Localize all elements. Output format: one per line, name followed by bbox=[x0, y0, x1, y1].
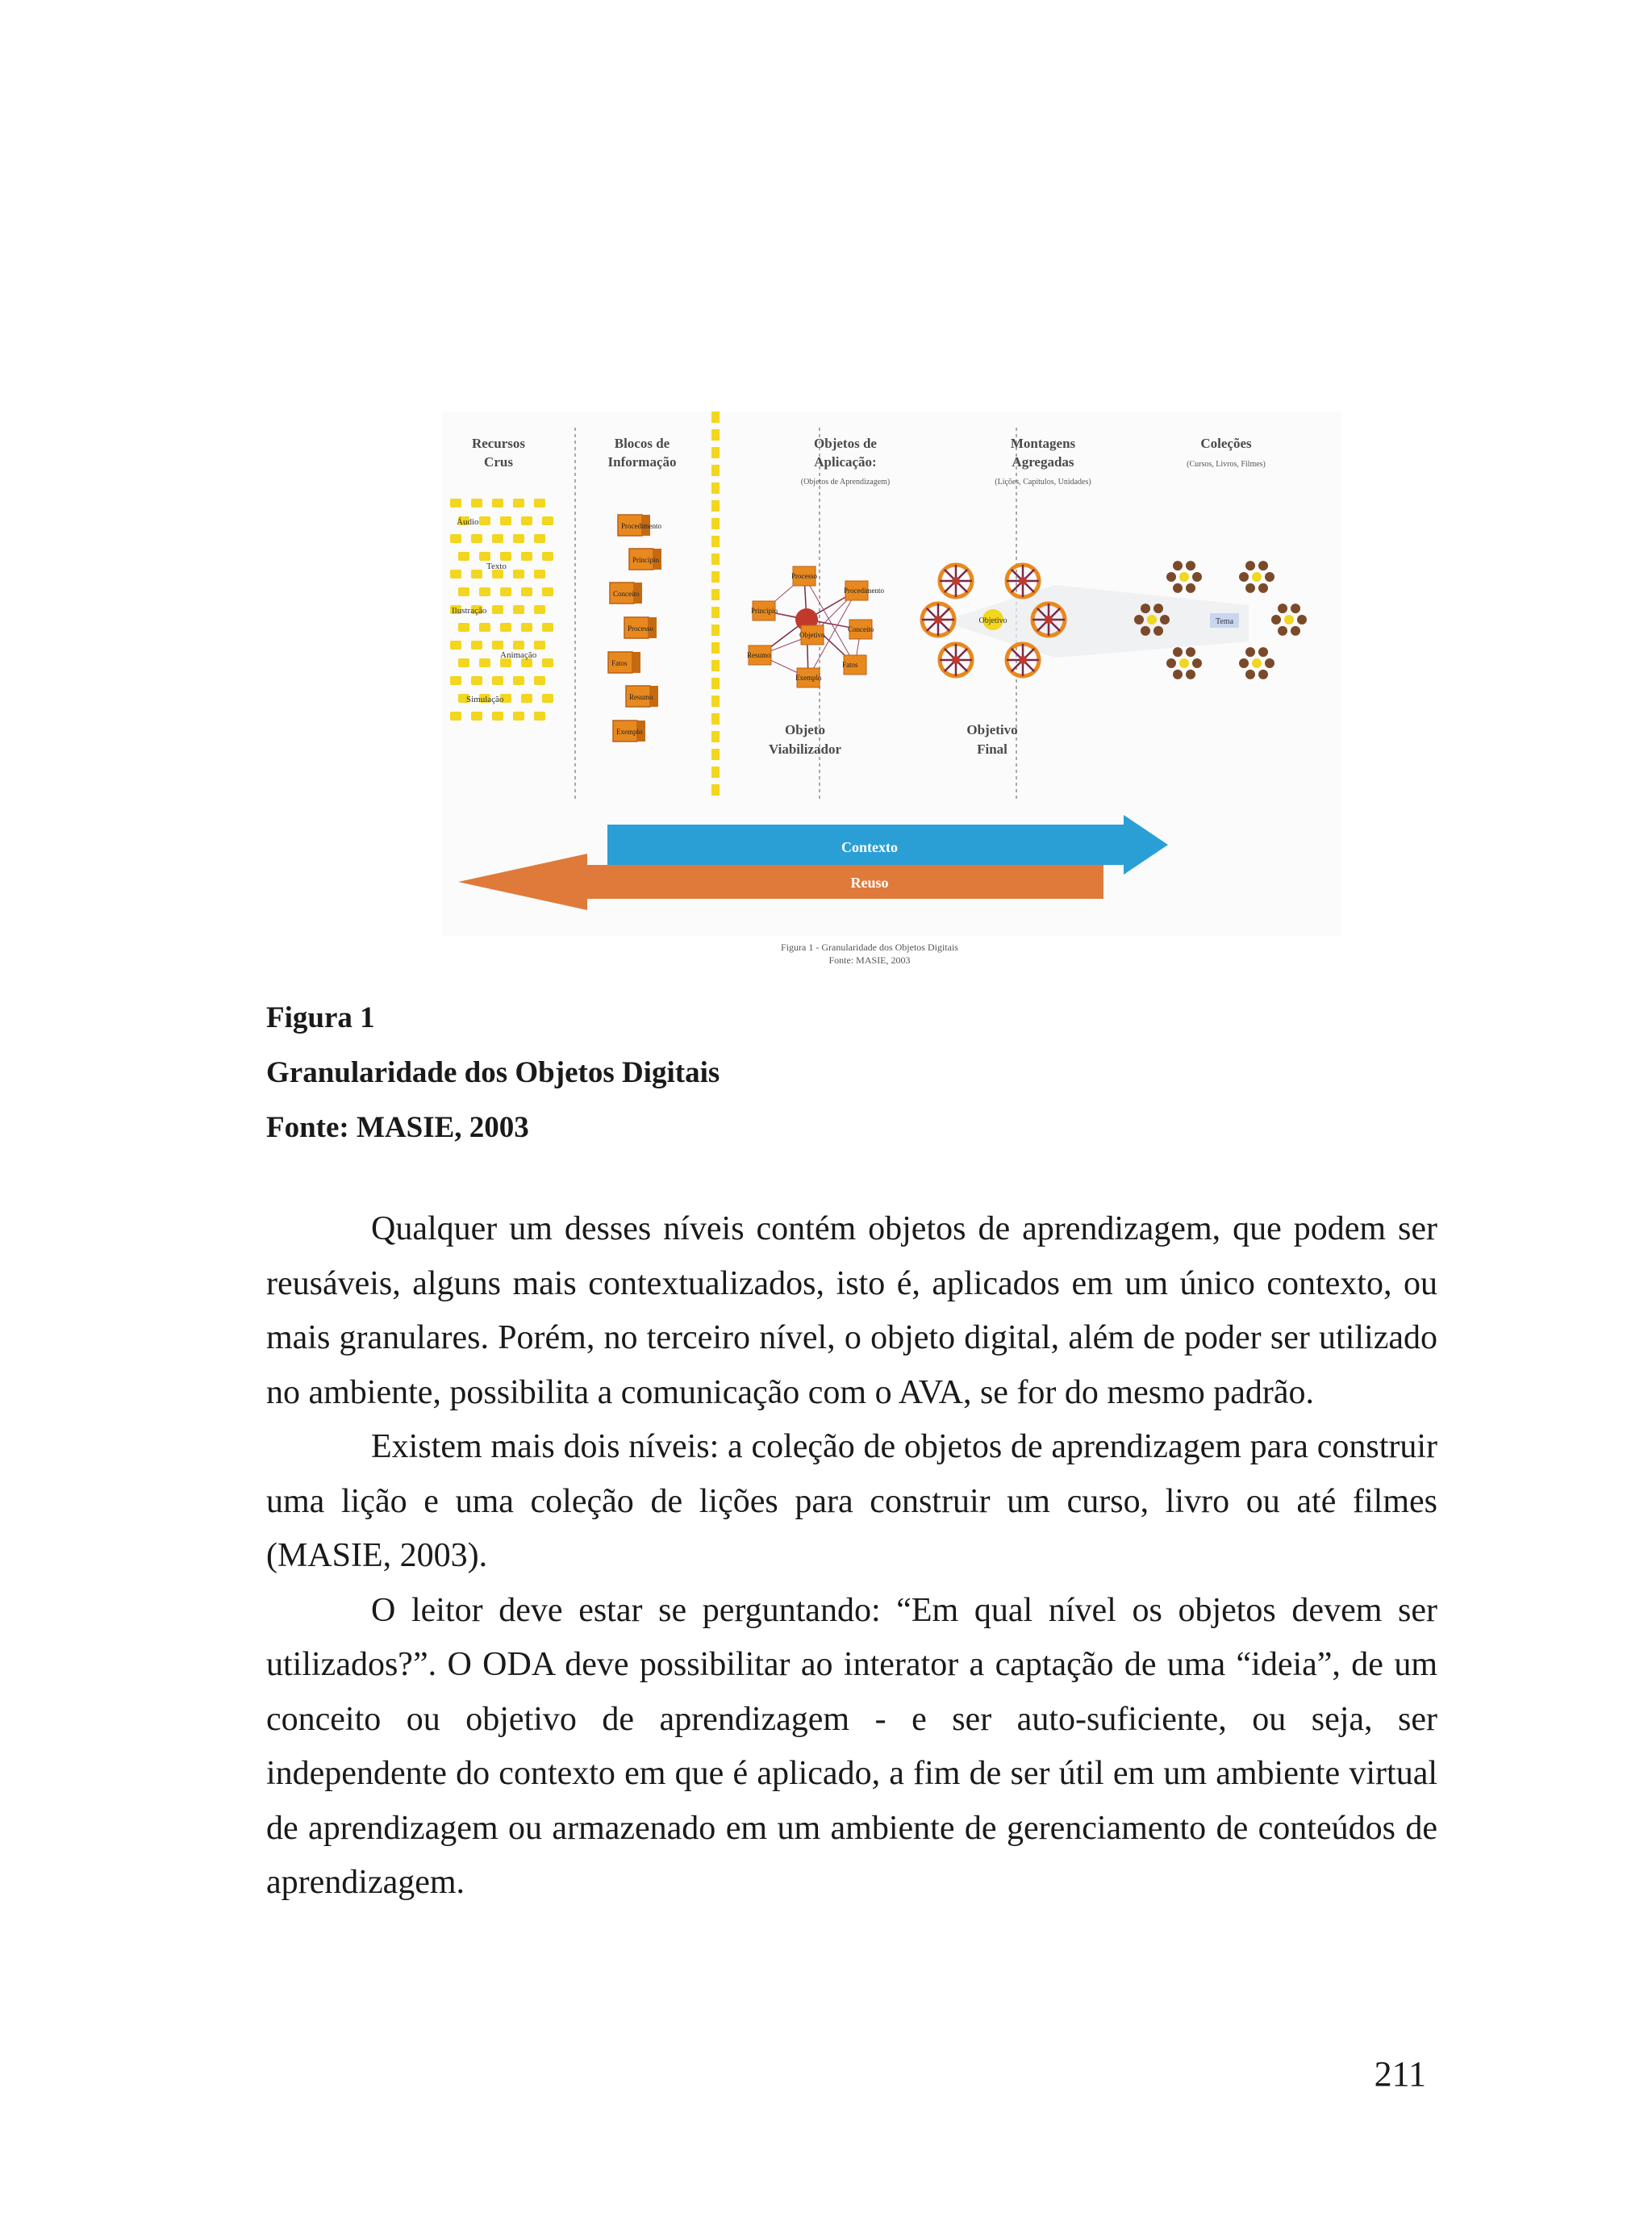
collection-center-dot bbox=[1284, 615, 1294, 624]
wheel-hub bbox=[952, 577, 960, 585]
paragraph: Qualquer um desses níveis contém objetos de aprendizagem, que podem ser reusáveis, alguns mais contextualizados, isto é, aplicados em um único contexto, ou mais granulares. Porém, no terceiro nível, o objeto digital, além de poder ser utilizado no ambiente, possibilita a comunicação com o AVA, se for do mesmo padrão. bbox=[266, 1210, 1437, 1411]
resource-dot bbox=[521, 694, 532, 703]
collection-dot bbox=[1291, 626, 1300, 636]
collection-dot bbox=[1186, 561, 1195, 570]
resource-dot bbox=[542, 623, 553, 632]
collection-dot bbox=[1271, 615, 1281, 624]
resource-dot bbox=[479, 587, 490, 596]
network-node bbox=[799, 625, 825, 645]
info-block-label: Fatos bbox=[611, 659, 628, 667]
resource-dot bbox=[450, 570, 461, 579]
divider-dash bbox=[711, 607, 720, 618]
divider-dash bbox=[711, 589, 720, 600]
svg-text:Montagens: Montagens bbox=[1010, 436, 1076, 451]
info-block-label: Processo bbox=[628, 624, 653, 633]
assembly-wheel bbox=[940, 644, 972, 676]
collection-dot bbox=[1153, 626, 1163, 636]
collection-dot bbox=[1186, 670, 1195, 679]
body-text bbox=[266, 1202, 1437, 1911]
svg-text:Aplicação:: Aplicação: bbox=[814, 454, 877, 470]
column-header-app-objects bbox=[801, 436, 891, 487]
resource-dot bbox=[492, 676, 503, 685]
context-arrow-label: Contexto bbox=[841, 839, 898, 855]
figure-caption bbox=[266, 991, 1395, 1155]
collection-dot bbox=[1134, 615, 1144, 624]
collection-dot bbox=[1141, 626, 1150, 636]
divider-dash bbox=[711, 767, 720, 778]
divider-dash bbox=[711, 482, 720, 494]
resource-dot bbox=[492, 641, 503, 650]
assembly-label-line2: Final bbox=[977, 741, 1007, 757]
wheel-hub bbox=[1019, 656, 1027, 664]
svg-text:Agregadas: Agregadas bbox=[1012, 454, 1074, 470]
resource-dot bbox=[542, 552, 553, 561]
resource-dot bbox=[471, 712, 482, 721]
network-node bbox=[747, 645, 771, 665]
divider-dash bbox=[711, 411, 720, 423]
divider-dash bbox=[711, 713, 720, 725]
resource-dot bbox=[534, 570, 545, 579]
collection-dot bbox=[1278, 604, 1287, 613]
resource-dot bbox=[542, 694, 553, 703]
collection-center-dot bbox=[1179, 572, 1189, 582]
caption-figure-number: Figura 1 bbox=[266, 1001, 375, 1034]
resource-dot bbox=[479, 623, 490, 632]
collection-dot bbox=[1258, 561, 1268, 570]
paragraph: O leitor deve estar se perguntando: “Em qual nível os objetos devem ser utilizados?”. O ODA deve possibilitar ao interator a captação de uma “ideia”, de um conceito ou objetivo de aprendizagem - e ser auto-suficiente, ou seja, ser independente do contexto em que é aplicado, a fim de ser útil em um ambiente virtual de aprendizagem ou armazenado em um ambiente de gerenciamento de conteúdos de aprendizagem. bbox=[266, 1591, 1437, 1901]
page-number: 211 bbox=[1374, 2054, 1426, 2094]
app-object-label-line2: Viabilizador bbox=[768, 741, 842, 757]
svg-text:(Lições, Capítulos, Unidades): (Lições, Capítulos, Unidades) bbox=[995, 478, 1091, 487]
info-block bbox=[613, 721, 645, 741]
resource-dot bbox=[471, 570, 482, 579]
collection-dot bbox=[1245, 647, 1255, 657]
network-node-label: Fatos bbox=[842, 661, 858, 669]
assembly-wheel bbox=[1032, 604, 1065, 636]
wheel-hub bbox=[952, 656, 960, 664]
network-node bbox=[848, 620, 874, 639]
info-block bbox=[626, 686, 658, 707]
figure-inner-caption-line1: Figura 1 - Granularidade dos Objetos Digitais bbox=[781, 942, 958, 953]
raw-resource-label: Simulação bbox=[466, 695, 504, 704]
svg-text:(Cursos, Livros, Filmes): (Cursos, Livros, Filmes) bbox=[1187, 460, 1266, 469]
resource-dot bbox=[513, 499, 524, 508]
resource-dot bbox=[513, 570, 524, 579]
resource-dot bbox=[458, 658, 469, 667]
resource-dot bbox=[534, 676, 545, 685]
collection-dot bbox=[1278, 626, 1287, 636]
info-block-cube-side bbox=[632, 652, 640, 673]
divider-dash bbox=[711, 696, 720, 707]
resource-dot bbox=[513, 676, 524, 685]
divider-dash bbox=[711, 624, 720, 636]
resource-dot bbox=[450, 641, 461, 650]
resource-dot bbox=[479, 516, 490, 525]
raw-resource-label: Texto bbox=[486, 562, 507, 571]
divider-dash bbox=[711, 749, 720, 760]
collection-dot bbox=[1192, 658, 1202, 668]
info-block-label: Procedimento bbox=[621, 522, 661, 530]
collection-dot bbox=[1245, 583, 1255, 593]
raw-resource-label: Ilustração bbox=[452, 606, 487, 616]
collection-dot bbox=[1239, 572, 1249, 582]
svg-text:Blocos de: Blocos de bbox=[614, 436, 670, 451]
network-node-label: Processo bbox=[791, 572, 817, 580]
info-block-label: Exemplo bbox=[616, 728, 643, 736]
collection-dot bbox=[1173, 670, 1183, 679]
collection-dot bbox=[1186, 647, 1195, 657]
divider-dash bbox=[711, 784, 720, 796]
divider-dash bbox=[711, 536, 720, 547]
collection-theme-label: Tema bbox=[1215, 617, 1234, 626]
info-block bbox=[608, 652, 640, 673]
wheel-hub bbox=[1045, 616, 1053, 624]
resource-dot bbox=[458, 587, 469, 596]
granularity-diagram bbox=[442, 411, 1341, 992]
collection-dot bbox=[1258, 670, 1268, 679]
network-node-label: Resumo bbox=[747, 651, 771, 659]
collection-dot bbox=[1173, 647, 1183, 657]
resource-dot bbox=[458, 552, 469, 561]
collection-center-dot bbox=[1252, 658, 1262, 668]
divider-dash bbox=[711, 429, 720, 441]
resource-dot bbox=[513, 712, 524, 721]
resource-dot bbox=[492, 534, 503, 543]
resource-dot bbox=[513, 534, 524, 543]
collection-dot bbox=[1239, 658, 1249, 668]
resource-dot bbox=[534, 712, 545, 721]
svg-text:Coleções: Coleções bbox=[1200, 436, 1252, 451]
collection-center-dot bbox=[1179, 658, 1189, 668]
resource-dot bbox=[450, 534, 461, 543]
resource-dot bbox=[471, 641, 482, 650]
divider-dash bbox=[711, 518, 720, 529]
wheel-hub bbox=[1019, 577, 1027, 585]
resource-dot bbox=[479, 658, 490, 667]
resource-dot bbox=[492, 605, 503, 614]
resource-dot bbox=[471, 534, 482, 543]
resource-dot bbox=[521, 516, 532, 525]
network-node bbox=[791, 566, 817, 586]
resource-dot bbox=[513, 605, 524, 614]
resource-dot bbox=[450, 676, 461, 685]
granularity-figure bbox=[442, 411, 1341, 992]
resource-dot bbox=[534, 534, 545, 543]
assembly-center-label: Objetivo bbox=[978, 616, 1007, 625]
svg-text:Informação: Informação bbox=[607, 454, 677, 470]
info-block-label: Princípio bbox=[632, 556, 659, 564]
resource-dot bbox=[521, 552, 532, 561]
collection-dot bbox=[1265, 658, 1274, 668]
network-node-label: Objetivo bbox=[799, 631, 825, 639]
divider-dash bbox=[711, 642, 720, 654]
resource-dot bbox=[534, 499, 545, 508]
raw-resource-label: Áudio bbox=[457, 517, 479, 527]
collection-dot bbox=[1166, 658, 1176, 668]
info-block bbox=[610, 583, 642, 604]
assembly-wheel bbox=[1007, 644, 1039, 676]
svg-text:(Objetos de Aprendizagem): (Objetos de Aprendizagem) bbox=[800, 478, 891, 487]
divider-dash bbox=[711, 731, 720, 742]
resource-dot bbox=[450, 712, 461, 721]
divider-dash bbox=[711, 571, 720, 583]
resource-dot bbox=[500, 552, 511, 561]
collection-dot bbox=[1245, 561, 1255, 570]
network-node bbox=[795, 668, 822, 687]
svg-text:Crus: Crus bbox=[484, 454, 513, 470]
collection-dot bbox=[1141, 604, 1150, 613]
collection-dot bbox=[1245, 670, 1255, 679]
resource-dot bbox=[542, 658, 553, 667]
collection-dot bbox=[1291, 604, 1300, 613]
assembly-wheel bbox=[922, 604, 954, 636]
divider-dash bbox=[711, 660, 720, 671]
figure-inner-caption-line2: Fonte: MASIE, 2003 bbox=[828, 954, 911, 966]
network-node bbox=[842, 655, 866, 675]
collection-dot bbox=[1153, 604, 1163, 613]
collection-dot bbox=[1160, 615, 1170, 624]
network-node bbox=[751, 601, 778, 620]
assembly-wheel bbox=[940, 565, 972, 597]
raw-resource-label: Animação bbox=[500, 650, 537, 660]
resource-dot bbox=[492, 499, 503, 508]
resource-dot bbox=[479, 552, 490, 561]
network-node-label: Procedimento bbox=[844, 587, 884, 595]
resource-dot bbox=[492, 712, 503, 721]
info-block bbox=[624, 617, 657, 638]
collection-dot bbox=[1186, 583, 1195, 593]
collection-dot bbox=[1192, 572, 1202, 582]
resource-dot bbox=[500, 516, 511, 525]
collection-dot bbox=[1258, 583, 1268, 593]
divider-dash bbox=[711, 553, 720, 565]
info-block-label: Resumo bbox=[629, 693, 653, 701]
svg-text:Recursos: Recursos bbox=[471, 436, 526, 451]
app-object-label-line1: Objeto bbox=[784, 722, 826, 737]
collection-center-dot bbox=[1147, 615, 1157, 624]
svg-text:Objetos de: Objetos de bbox=[814, 436, 877, 451]
resource-dot bbox=[500, 587, 511, 596]
network-node-label: Exemplo bbox=[795, 674, 822, 682]
collection-dot bbox=[1166, 572, 1176, 582]
network-node-label: Conceito bbox=[848, 625, 874, 633]
caption-source: Fonte: MASIE, 2003 bbox=[266, 1111, 529, 1144]
reuse-arrow-label: Reuso bbox=[850, 875, 889, 891]
wheel-hub bbox=[934, 616, 942, 624]
collection-dot bbox=[1173, 583, 1183, 593]
info-block-label: Conceito bbox=[613, 590, 640, 598]
resource-dot bbox=[458, 623, 469, 632]
resource-dot bbox=[534, 641, 545, 650]
resource-dot bbox=[500, 623, 511, 632]
divider-dash bbox=[711, 500, 720, 512]
divider-dash bbox=[711, 678, 720, 689]
collection-dot bbox=[1265, 572, 1274, 582]
assembly-label-line1: Objetivo bbox=[966, 722, 1018, 737]
info-block bbox=[629, 549, 661, 570]
paragraph: Existem mais dois níveis: a coleção de objetos de aprendizagem para construir uma lição e uma coleção de lições para construir um curso, livro ou até filmes (MASIE, 2003). bbox=[266, 1428, 1437, 1574]
resource-dot bbox=[534, 605, 545, 614]
resource-dot bbox=[521, 623, 532, 632]
resource-dot bbox=[471, 499, 482, 508]
divider-dash bbox=[711, 447, 720, 458]
assembly-wheel bbox=[1007, 565, 1039, 597]
network-node-label: Princípio bbox=[751, 607, 778, 615]
caption-title: Granularidade dos Objetos Digitais bbox=[266, 1056, 720, 1089]
resource-dot bbox=[450, 499, 461, 508]
resource-dot bbox=[471, 676, 482, 685]
resource-dot bbox=[542, 516, 553, 525]
collection-dot bbox=[1297, 615, 1307, 624]
collection-center-dot bbox=[1252, 572, 1262, 582]
collection-dot bbox=[1258, 647, 1268, 657]
resource-dot bbox=[521, 587, 532, 596]
collection-dot bbox=[1173, 561, 1183, 570]
resource-dot bbox=[542, 587, 553, 596]
resource-dot bbox=[513, 641, 524, 650]
divider-dash bbox=[711, 465, 720, 476]
